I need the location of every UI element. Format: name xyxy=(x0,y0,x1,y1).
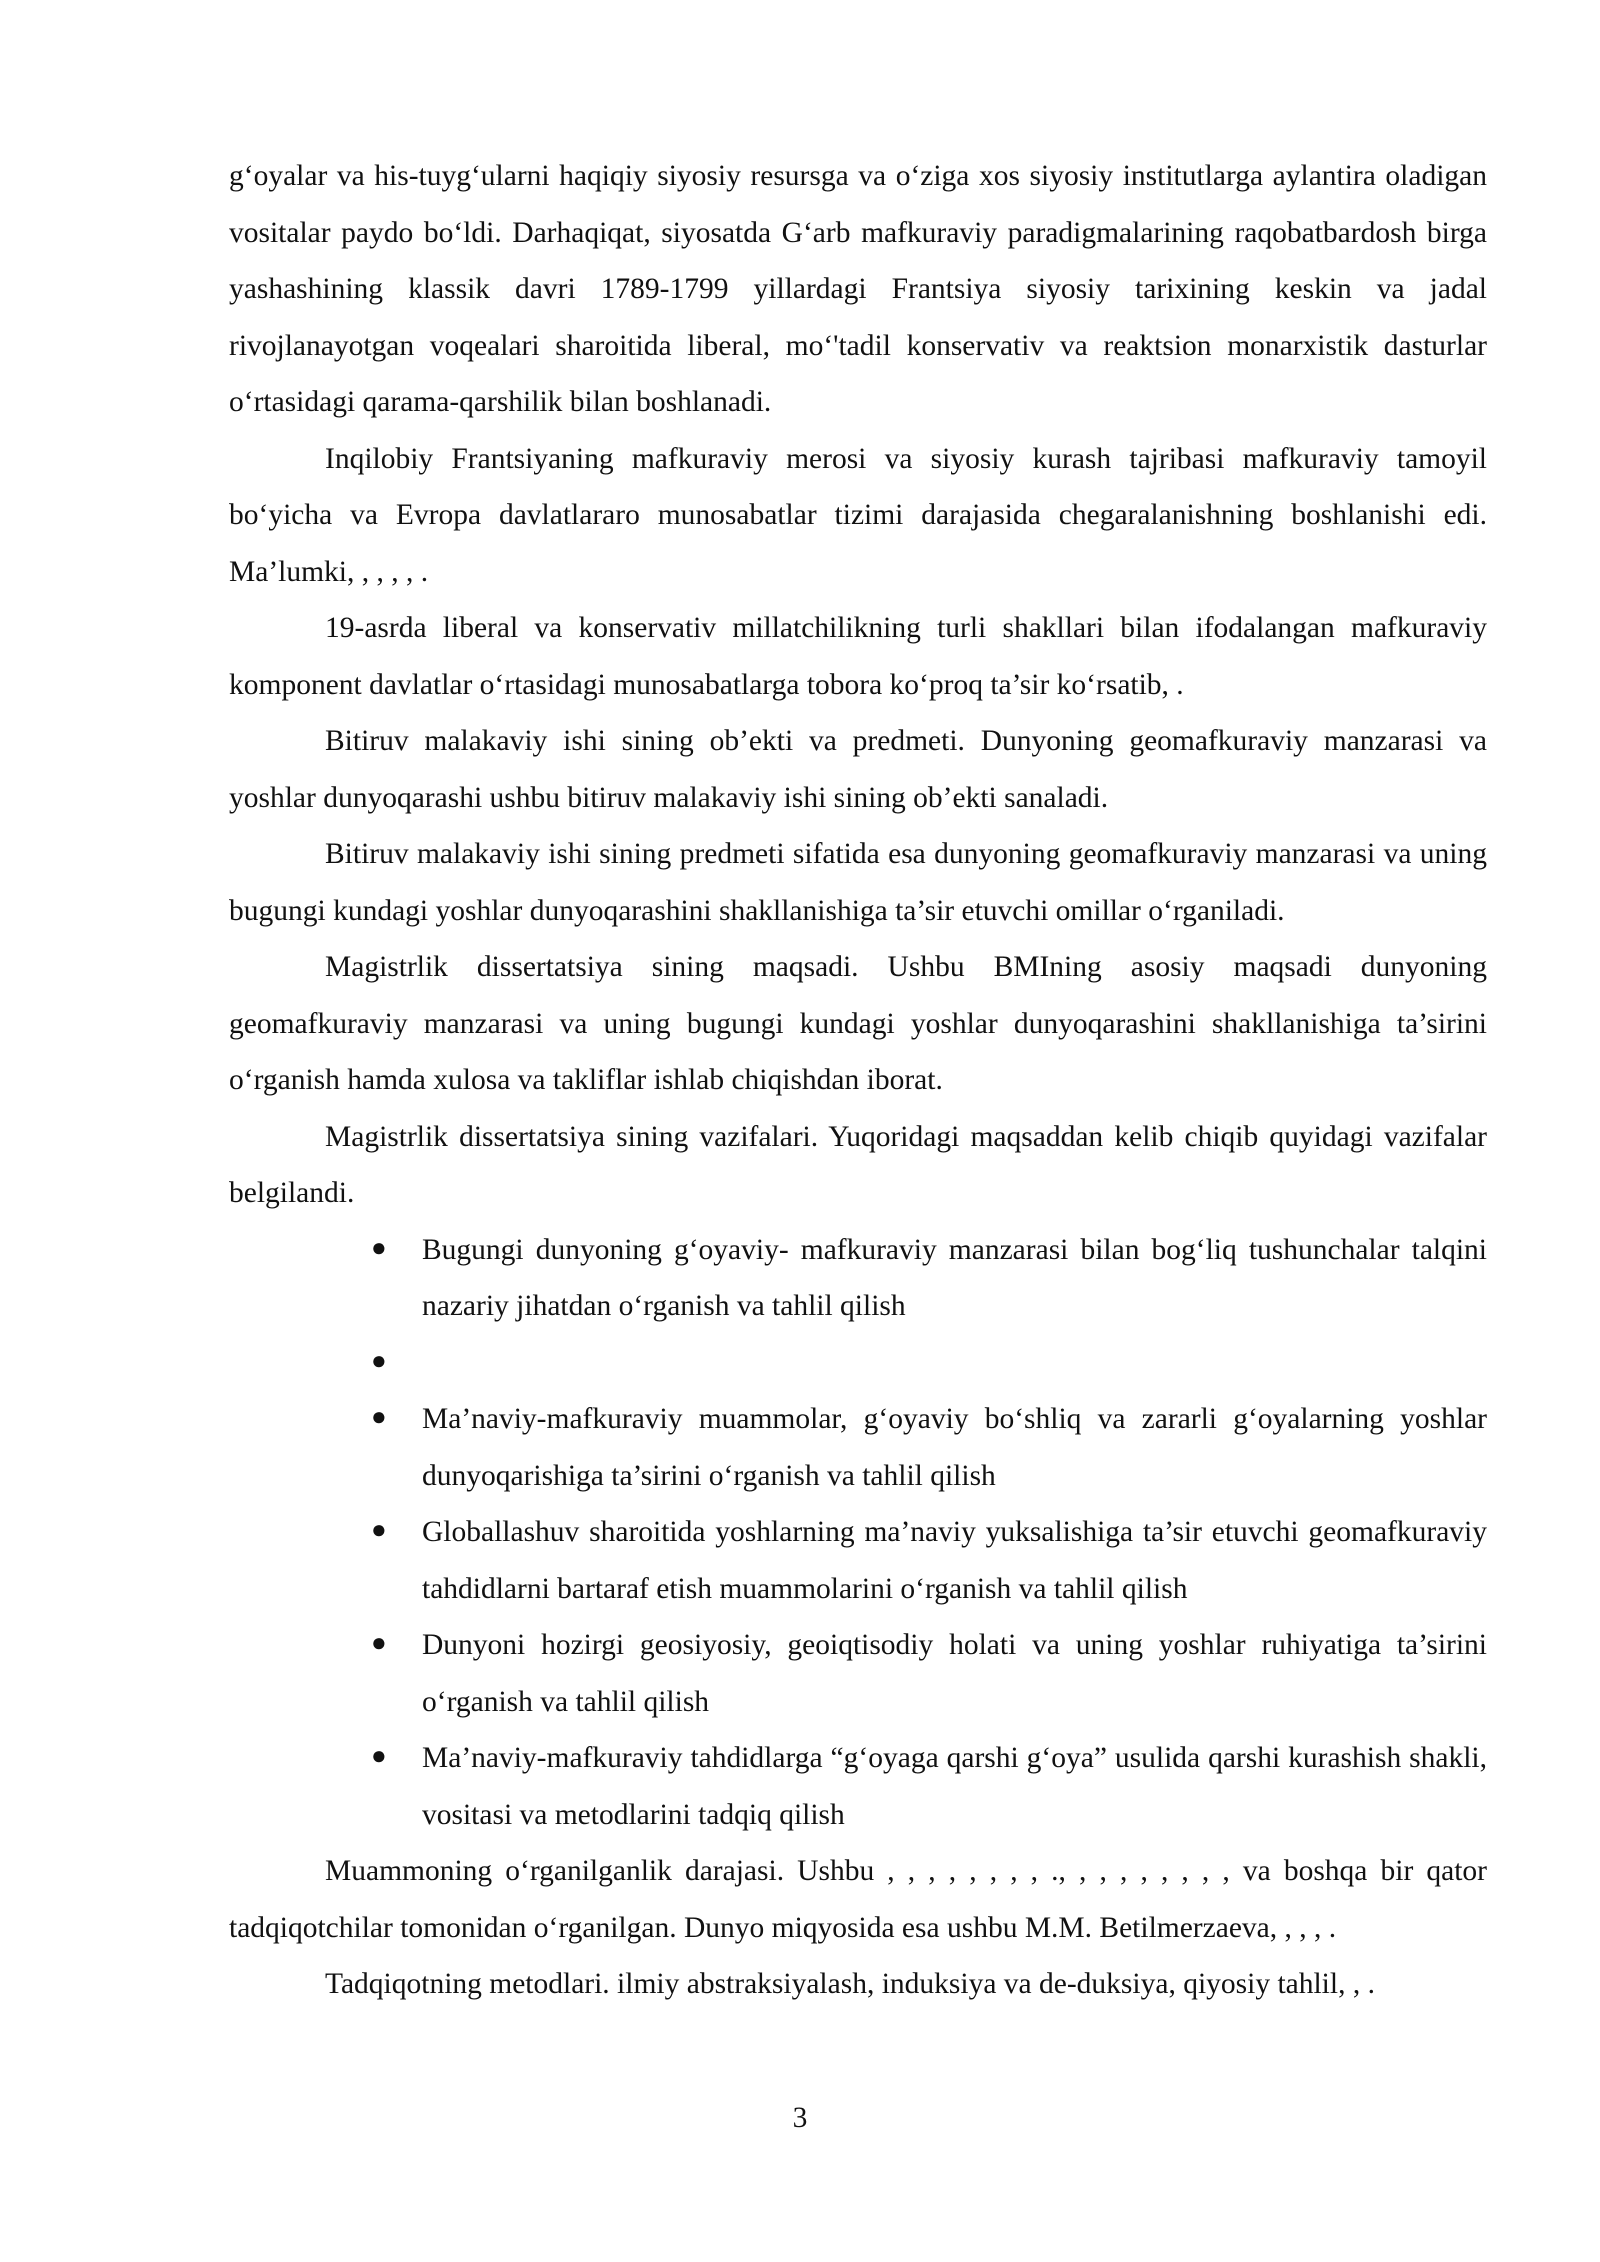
task-list xyxy=(229,1222,1487,1844)
paragraph: Bitiruv malakaviy ishi sining predmeti sifatida esa dunyoning geomafkuraviy manzarasi va uning bugungi kundagi yoshlar dunyoqarashini shakllanishiga ta’sir etuvchi omillar o‘rganiladi. xyxy=(229,838,1487,927)
paragraph-goal: Magistrlik dissertatsiya sining maqsadi. Ushbu BMIning asosiy maqsadi dunyoning geomafkuraviy manzarasi va uning bugungi kundagi yoshlar dunyoqarashini shakllanishiga ta’sirini o‘rganish hamda xulosa va takliflar ishlab chiqishdan iborat. xyxy=(229,951,1487,1096)
paragraph-research-level: Muammoning o‘rganilganlik darajasi. Ushbu , , , , , , , , ., , , , , , , , , va boshqa bir qator tadqiqotchilar tomonidan o‘rganilgan. Dunyo miqyosida esa ushbu M.M. Betilmerzaeva, , , , . xyxy=(229,1855,1487,1944)
bullet-icon: ● xyxy=(371,1628,387,1657)
list-item xyxy=(371,1730,1487,1843)
list-item-text: Ma’naviy-mafkuraviy tahdidlarga “g‘oyaga qarshi g‘oya” usulida qarshi kurashish shakli, vositasi va metodlarini tadqiq qilish xyxy=(422,1742,1487,1831)
page-number: 3 xyxy=(792,2102,808,2134)
paragraph: Inqilobiy Frantsiyaning mafkuraviy merosi va siyosiy kurash tajribasi mafkuraviy tamoyil bo‘yicha va Evropa davlatlararo munosabatlar tizimi darajasida chegaralanishning boshlanishi edi. Ma’lumki, , , , , . xyxy=(229,442,1487,588)
list-item-text: Ma’naviy-mafkuraviy muammolar, g‘oyaviy bo‘shliq va zararli g‘oyalarning yoshlar dunyoqarishiga ta’sirini o‘rganish va tahlil qilish xyxy=(422,1403,1487,1492)
paragraph-object-subject: Bitiruv malakaviy ishi sining ob’ekti va predmeti. Dunyoning geomafkuraviy manzarasi va yoshlar dunyoqarashi ushbu bitiruv malakaviy ishi sining ob’ekti sanaladi. xyxy=(229,725,1487,814)
bullet-icon: ● xyxy=(371,1232,387,1262)
bullet-icon: ● xyxy=(371,1345,387,1375)
paragraph: 19-asrda liberal va konservativ millatchilikning turli shakllari bilan ifodalangan mafkuraviy komponent davlatlar o‘rtasidagi munosabatlarga tobora ko‘proq ta’sir ko‘rsatib, . xyxy=(229,612,1487,701)
document-body xyxy=(229,148,1487,2013)
list-item-text: Dunyoni hozirgi geosiyosiy, geoiqtisodiy holati va uning yoshlar ruhiyatiga ta’sirini o‘rganish va tahlil qilish xyxy=(422,1629,1487,1718)
bullet-icon: ● xyxy=(371,1515,387,1544)
list-item xyxy=(371,1617,1487,1730)
paragraph-methods: Tadqiqotning metodlari. ilmiy abstraksiyalash, induksiya va de-duksiya, qiyosiy tahlil, , . xyxy=(325,1968,1375,2000)
list-item-text: Bugungi dunyoning g‘oyaviy- mafkuraviy manzarasi bilan bog‘liq tushunchalar talqini nazariy jihatdan o‘rganish va tahlil qilish xyxy=(422,1233,1487,1322)
list-item xyxy=(371,1504,1487,1617)
paragraph-tasks-intro: Magistrlik dissertatsiya sining vazifalari. Yuqoridagi maqsaddan kelib chiqib quyidagi vazifalar belgilandi. xyxy=(229,1120,1487,1209)
list-item xyxy=(371,1222,1487,1335)
paragraph: g‘oyalar va his-tuyg‘ularni haqiqiy siyosiy resursga va o‘ziga xos siyosiy institutlarga aylantira oladigan vositalar paydo bo‘ldi. Darhaqiqat, siyosatda G‘arb mafkuraviy paradigmalarining raqobatbardosh birga yashashining klassik davri 1789-1799 yillardagi Frantsiya siyosiy tarixining keskin va jadal rivojlanayotgan voqealari sharoitida liberal, mo‘'tadil konservativ va reaktsion monarxistik dasturlar o‘rtasidagi qarama-qarshilik bilan boshlanadi. xyxy=(229,160,1487,418)
bullet-icon: ● xyxy=(371,1402,387,1431)
list-item xyxy=(371,1335,1487,1392)
list-item-text: Globallashuv sharoitida yoshlarning ma’naviy yuksalishiga ta’sir etuvchi geomafkuraviy tahdidlarni bartaraf etish muammolarini o‘rganish va tahlil qilish xyxy=(422,1516,1487,1605)
bullet-icon: ● xyxy=(371,1741,387,1770)
list-item xyxy=(371,1391,1487,1504)
